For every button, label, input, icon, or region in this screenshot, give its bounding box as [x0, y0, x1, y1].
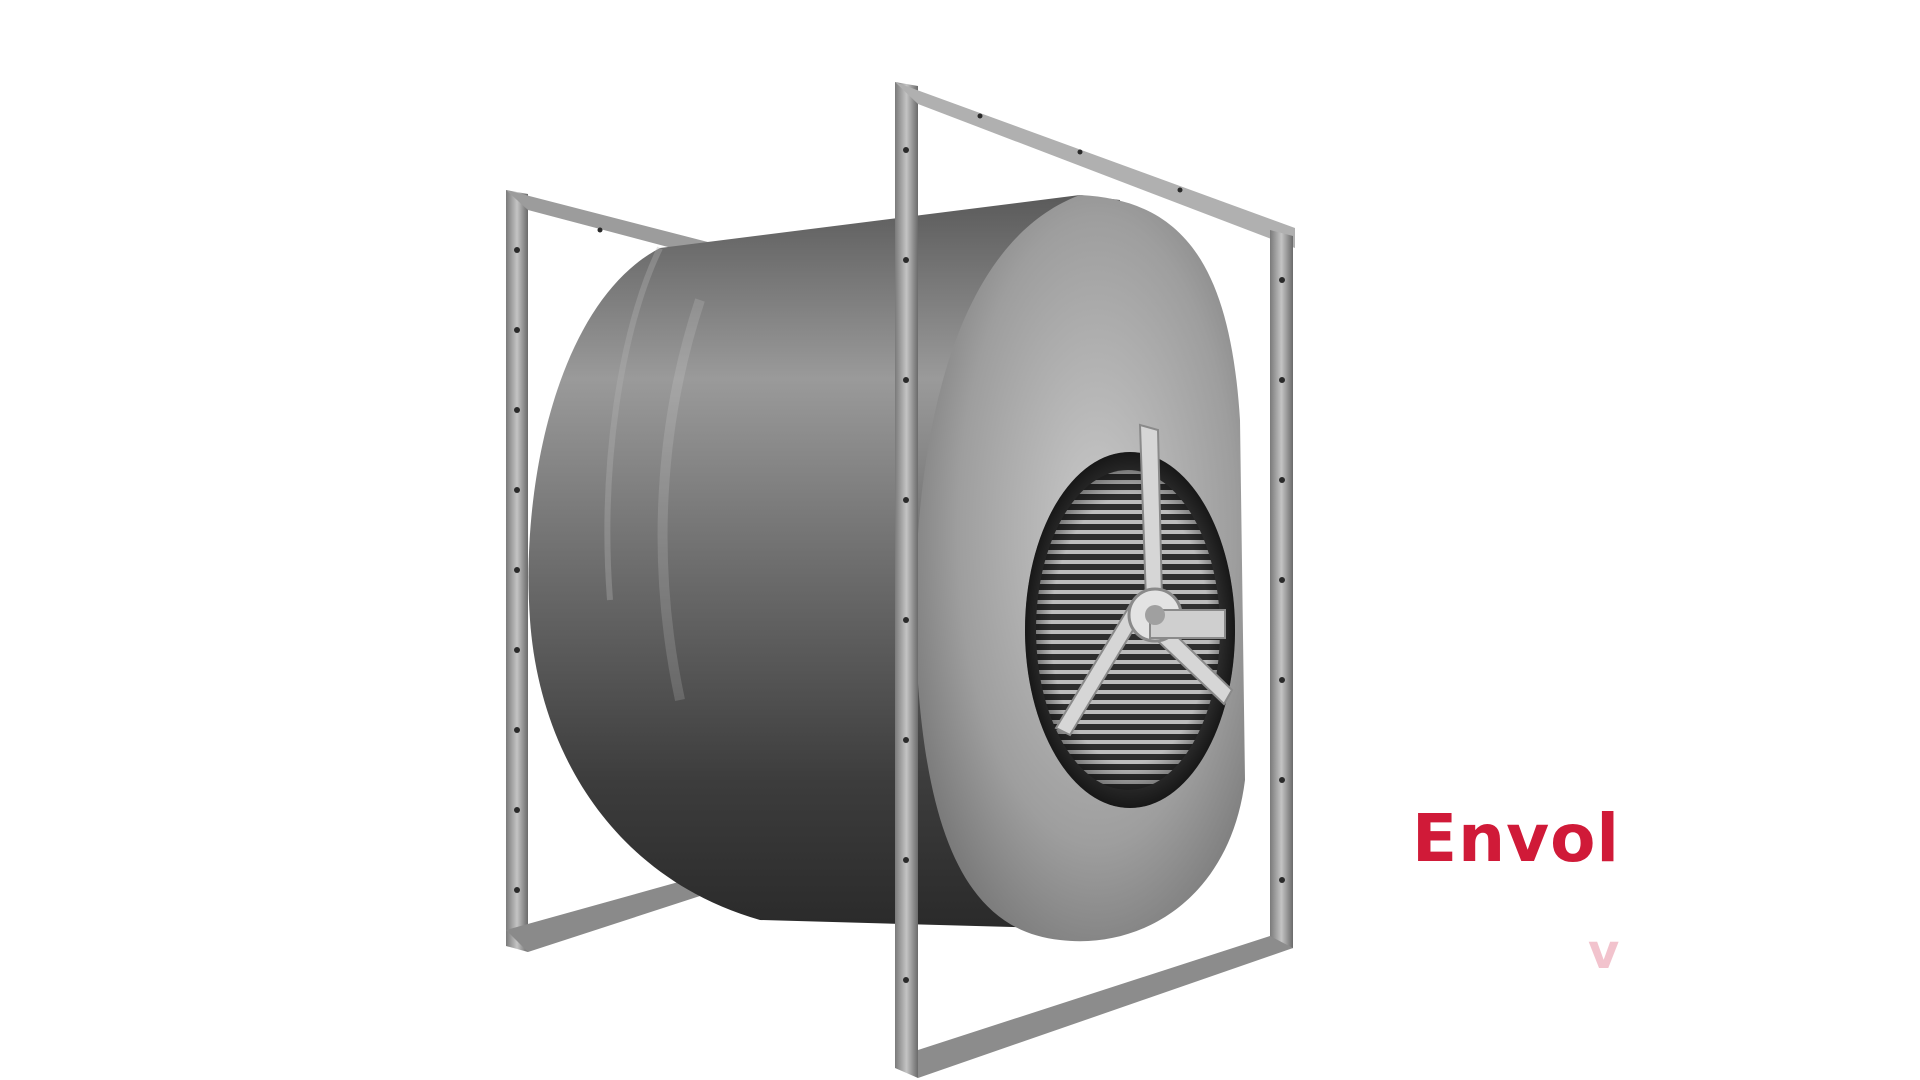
caption-next-letter: v	[1588, 924, 1620, 980]
caption-title: Envol	[1412, 800, 1621, 877]
